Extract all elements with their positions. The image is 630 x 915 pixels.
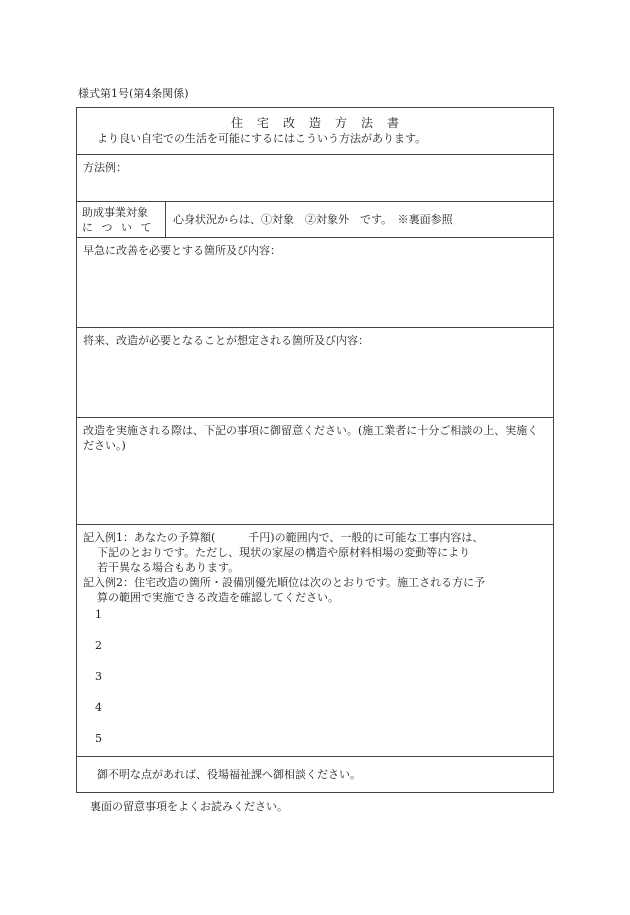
- title-section: [77, 108, 553, 155]
- intro-text: より良い自宅での生活を可能にするにはこういう方法があります。: [97, 132, 427, 145]
- method-example-section[interactable]: [77, 155, 553, 202]
- support-label-char: て: [140, 221, 152, 234]
- urgent-improvement-section[interactable]: [77, 238, 553, 328]
- support-eligibility-section: [77, 202, 553, 238]
- title-char: 法: [360, 116, 373, 130]
- support-label-char: に: [82, 221, 93, 234]
- examples-section[interactable]: [77, 525, 553, 757]
- urgent-improvement-label: 早急に改善を必要とする箇所及び内容：: [83, 244, 281, 257]
- method-example-label: 方法例：: [83, 161, 127, 174]
- footer-note: 裏面の留意事項をよくお読みください。: [90, 800, 288, 813]
- title-char: 改: [282, 116, 295, 130]
- example2-line2: 算の範囲で実施できる改造を確認してください。: [97, 591, 339, 604]
- future-modification-label: 将来、改造が必要となることが想定される箇所及び内容：: [83, 334, 369, 347]
- support-label-line1: 助成事業対象: [82, 206, 148, 219]
- support-eligibility-label: [77, 202, 166, 237]
- example2-line1: 記入例2：住宅改造の箇所・設備別優先順位は次のとおりです。施工される方に予: [83, 576, 486, 589]
- future-modification-section[interactable]: [77, 328, 553, 418]
- contact-text: 御不明な点があれば、役場福祉課へ御相談ください。: [97, 768, 361, 781]
- title-char: 方: [334, 116, 347, 130]
- title-char: 宅: [256, 116, 269, 130]
- priority-number: 1: [95, 608, 102, 621]
- example1-line1: 記入例1：あなたの予算額( 千円)の範囲内で、一般的に可能な工事内容は、: [83, 531, 484, 544]
- form-title: [77, 116, 553, 131]
- caution-section: [77, 418, 553, 525]
- support-eligibility-statement[interactable]: 心身状況からは、①対象 ②対象外 です。 ※裏面参照: [173, 213, 453, 226]
- form-number-label: 様式第1号(第4条関係): [78, 87, 189, 100]
- support-label-line2: [82, 220, 160, 235]
- priority-number: 3: [95, 670, 102, 683]
- priority-number: 4: [95, 701, 102, 714]
- title-char: 造: [308, 116, 321, 130]
- example1-line2: 下記のとおりです。ただし、現状の家屋の構造や原材料相場の変動等により: [97, 546, 471, 559]
- example1-line3: 若干異なる場合もあります。: [97, 561, 240, 574]
- support-label-char: い: [121, 221, 132, 234]
- title-char: 住: [230, 116, 243, 130]
- form-box: [76, 107, 554, 793]
- priority-number: 5: [95, 732, 102, 745]
- title-char: 書: [386, 116, 399, 130]
- priority-number: 2: [95, 639, 102, 652]
- support-label-char: つ: [101, 221, 113, 234]
- contact-section: [77, 757, 553, 792]
- caution-text: 改造を実施される際は、下記の事項に御留意ください。(施工業者に十分ご相談の上、実施ください。): [83, 424, 539, 452]
